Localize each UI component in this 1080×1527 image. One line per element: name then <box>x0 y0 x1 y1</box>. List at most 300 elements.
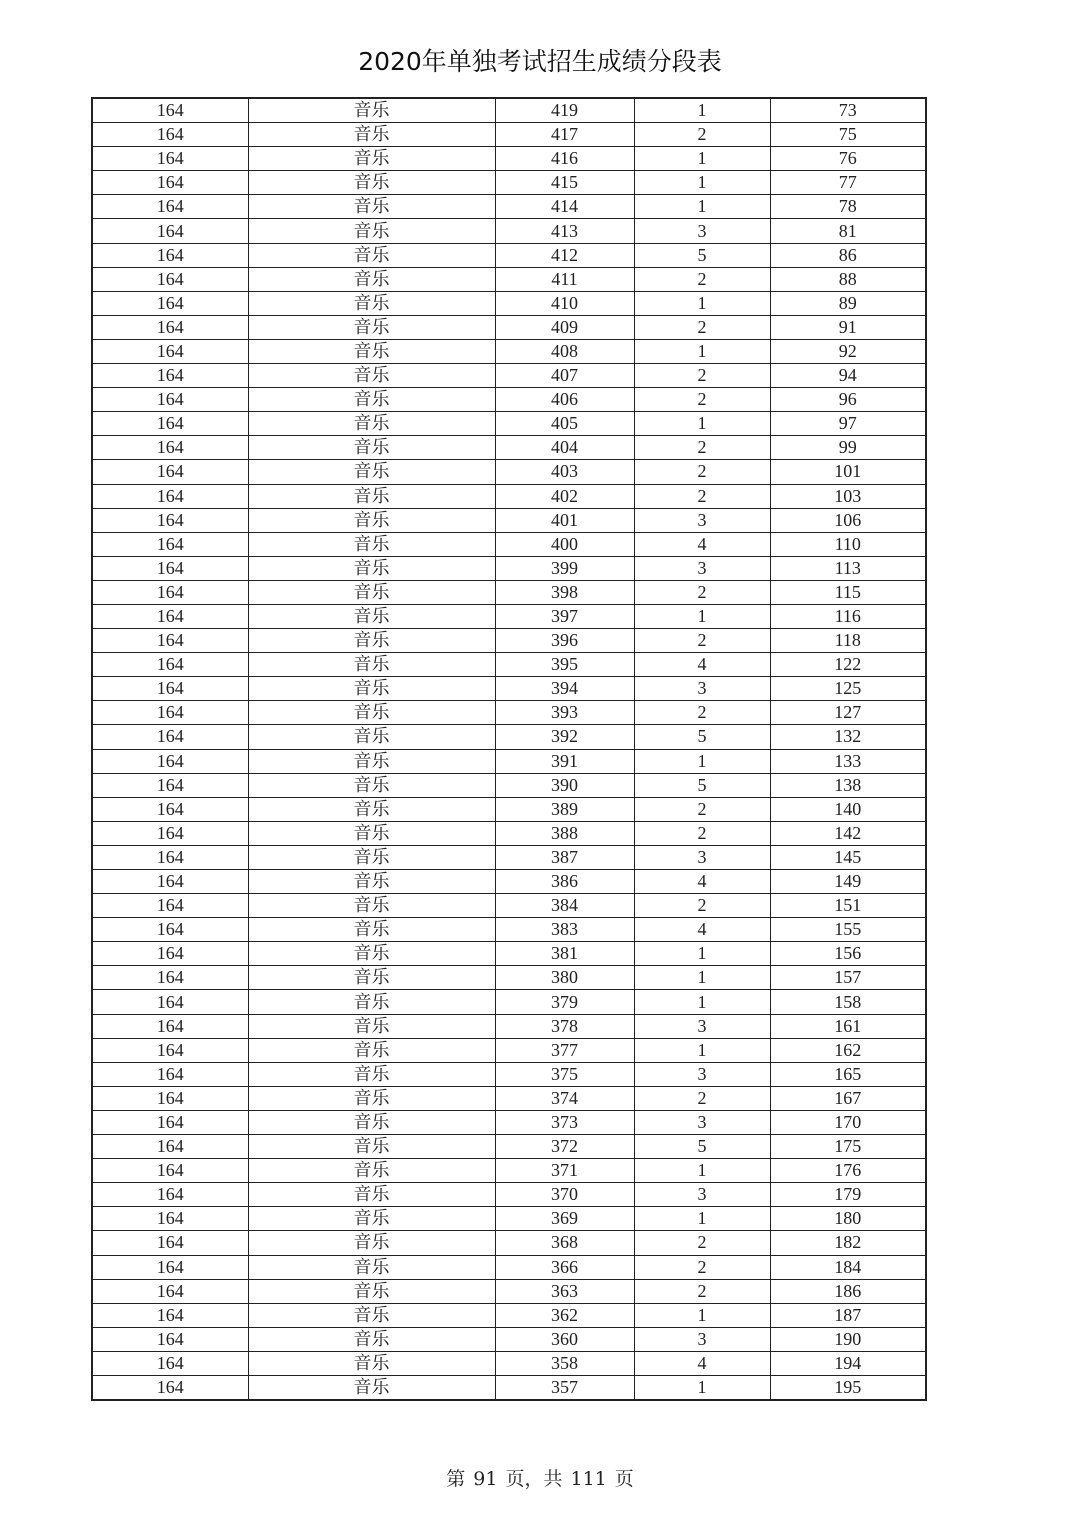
cumulative-cell: 89 <box>770 291 926 315</box>
cumulative-cell: 75 <box>770 123 926 147</box>
score-cell: 403 <box>495 460 634 484</box>
subject-cell: 音乐 <box>248 1303 495 1327</box>
subject-cell: 音乐 <box>248 412 495 436</box>
table-row <box>92 1207 926 1231</box>
table-row <box>92 1279 926 1303</box>
subject-cell: 音乐 <box>248 147 495 171</box>
count-cell: 1 <box>634 1159 770 1183</box>
code-cell: 164 <box>92 1062 248 1086</box>
code-cell: 164 <box>92 291 248 315</box>
code-cell: 164 <box>92 1279 248 1303</box>
subject-cell: 音乐 <box>248 532 495 556</box>
page-title: 2020年单独考试招生成绩分段表 <box>358 47 722 76</box>
subject-cell: 音乐 <box>248 1135 495 1159</box>
table-row <box>92 291 926 315</box>
cumulative-cell: 88 <box>770 267 926 291</box>
count-cell: 3 <box>634 845 770 869</box>
cumulative-cell: 122 <box>770 653 926 677</box>
code-cell: 164 <box>92 1038 248 1062</box>
count-cell: 2 <box>634 315 770 339</box>
score-cell: 394 <box>495 677 634 701</box>
subject-cell: 音乐 <box>248 677 495 701</box>
code-cell: 164 <box>92 484 248 508</box>
table-row <box>92 412 926 436</box>
score-cell: 392 <box>495 725 634 749</box>
cumulative-cell: 86 <box>770 243 926 267</box>
table-row <box>92 1062 926 1086</box>
subject-cell: 音乐 <box>248 1375 495 1400</box>
code-cell: 164 <box>92 749 248 773</box>
count-cell: 5 <box>634 1135 770 1159</box>
subject-cell: 音乐 <box>248 894 495 918</box>
code-cell: 164 <box>92 171 248 195</box>
count-cell: 2 <box>634 1086 770 1110</box>
table-row <box>92 1110 926 1134</box>
code-cell: 164 <box>92 460 248 484</box>
score-cell: 360 <box>495 1327 634 1351</box>
subject-cell: 音乐 <box>248 195 495 219</box>
score-cell: 401 <box>495 508 634 532</box>
table-row <box>92 990 926 1014</box>
cumulative-cell: 142 <box>770 821 926 845</box>
count-cell: 2 <box>634 580 770 604</box>
subject-cell: 音乐 <box>248 364 495 388</box>
subject-cell: 音乐 <box>248 171 495 195</box>
count-cell: 1 <box>634 1038 770 1062</box>
score-cell: 379 <box>495 990 634 1014</box>
subject-cell: 音乐 <box>248 845 495 869</box>
code-cell: 164 <box>92 1231 248 1255</box>
score-cell: 375 <box>495 1062 634 1086</box>
count-cell: 1 <box>634 749 770 773</box>
cumulative-cell: 186 <box>770 1279 926 1303</box>
cumulative-cell: 113 <box>770 556 926 580</box>
subject-cell: 音乐 <box>248 1086 495 1110</box>
subject-cell: 音乐 <box>248 604 495 628</box>
cumulative-cell: 194 <box>770 1351 926 1375</box>
score-cell: 407 <box>495 364 634 388</box>
score-cell: 357 <box>495 1375 634 1400</box>
code-cell: 164 <box>92 1183 248 1207</box>
cumulative-cell: 195 <box>770 1375 926 1400</box>
table-row <box>92 171 926 195</box>
subject-cell: 音乐 <box>248 243 495 267</box>
table-row <box>92 484 926 508</box>
table-row <box>92 725 926 749</box>
subject-cell: 音乐 <box>248 942 495 966</box>
score-cell: 398 <box>495 580 634 604</box>
subject-cell: 音乐 <box>248 1183 495 1207</box>
table-row <box>92 870 926 894</box>
count-cell: 1 <box>634 339 770 363</box>
cumulative-cell: 158 <box>770 990 926 1014</box>
subject-cell: 音乐 <box>248 1038 495 1062</box>
table-row <box>92 894 926 918</box>
count-cell: 3 <box>634 556 770 580</box>
cumulative-cell: 91 <box>770 315 926 339</box>
cumulative-cell: 187 <box>770 1303 926 1327</box>
score-cell: 406 <box>495 388 634 412</box>
code-cell: 164 <box>92 364 248 388</box>
count-cell: 2 <box>634 364 770 388</box>
cumulative-cell: 99 <box>770 436 926 460</box>
cumulative-cell: 161 <box>770 1014 926 1038</box>
code-cell: 164 <box>92 98 248 123</box>
score-cell: 366 <box>495 1255 634 1279</box>
subject-cell: 音乐 <box>248 388 495 412</box>
subject-cell: 音乐 <box>248 725 495 749</box>
table-row <box>92 1351 926 1375</box>
count-cell: 1 <box>634 604 770 628</box>
code-cell: 164 <box>92 918 248 942</box>
score-cell: 368 <box>495 1231 634 1255</box>
subject-cell: 音乐 <box>248 990 495 1014</box>
table-row <box>92 147 926 171</box>
code-cell: 164 <box>92 653 248 677</box>
count-cell: 3 <box>634 1183 770 1207</box>
score-cell: 371 <box>495 1159 634 1183</box>
cumulative-cell: 127 <box>770 701 926 725</box>
count-cell: 2 <box>634 460 770 484</box>
count-cell: 4 <box>634 918 770 942</box>
table-row <box>92 1303 926 1327</box>
table-row <box>92 773 926 797</box>
cumulative-cell: 132 <box>770 725 926 749</box>
score-cell: 400 <box>495 532 634 556</box>
code-cell: 164 <box>92 243 248 267</box>
table-row <box>92 845 926 869</box>
count-cell: 4 <box>634 532 770 556</box>
count-cell: 3 <box>634 1110 770 1134</box>
count-cell: 2 <box>634 629 770 653</box>
table-row <box>92 98 926 123</box>
score-cell: 390 <box>495 773 634 797</box>
score-cell: 410 <box>495 291 634 315</box>
table-row <box>92 1327 926 1351</box>
cumulative-cell: 179 <box>770 1183 926 1207</box>
subject-cell: 音乐 <box>248 1207 495 1231</box>
table-row <box>92 339 926 363</box>
subject-cell: 音乐 <box>248 1279 495 1303</box>
count-cell: 3 <box>634 508 770 532</box>
table-row <box>92 918 926 942</box>
code-cell: 164 <box>92 219 248 243</box>
score-cell: 399 <box>495 556 634 580</box>
code-cell: 164 <box>92 701 248 725</box>
score-cell: 362 <box>495 1303 634 1327</box>
table-row <box>92 1231 926 1255</box>
code-cell: 164 <box>92 942 248 966</box>
cumulative-cell: 125 <box>770 677 926 701</box>
score-cell: 378 <box>495 1014 634 1038</box>
score-cell: 412 <box>495 243 634 267</box>
code-cell: 164 <box>92 1086 248 1110</box>
code-cell: 164 <box>92 604 248 628</box>
score-cell: 393 <box>495 701 634 725</box>
cumulative-cell: 138 <box>770 773 926 797</box>
count-cell: 1 <box>634 1207 770 1231</box>
table-row <box>92 1014 926 1038</box>
score-cell: 397 <box>495 604 634 628</box>
score-cell: 419 <box>495 98 634 123</box>
table-row <box>92 677 926 701</box>
code-cell: 164 <box>92 1327 248 1351</box>
cumulative-cell: 180 <box>770 1207 926 1231</box>
table-row <box>92 219 926 243</box>
score-cell: 395 <box>495 653 634 677</box>
score-table-body <box>92 98 926 1400</box>
cumulative-cell: 165 <box>770 1062 926 1086</box>
count-cell: 2 <box>634 388 770 412</box>
count-cell: 1 <box>634 966 770 990</box>
table-row <box>92 532 926 556</box>
code-cell: 164 <box>92 412 248 436</box>
count-cell: 1 <box>634 98 770 123</box>
score-cell: 405 <box>495 412 634 436</box>
table-row <box>92 821 926 845</box>
table-row <box>92 797 926 821</box>
table-row <box>92 604 926 628</box>
subject-cell: 音乐 <box>248 1110 495 1134</box>
code-cell: 164 <box>92 123 248 147</box>
subject-cell: 音乐 <box>248 436 495 460</box>
code-cell: 164 <box>92 797 248 821</box>
cumulative-cell: 118 <box>770 629 926 653</box>
score-cell: 391 <box>495 749 634 773</box>
table-row <box>92 556 926 580</box>
count-cell: 2 <box>634 701 770 725</box>
count-cell: 2 <box>634 797 770 821</box>
count-cell: 2 <box>634 821 770 845</box>
subject-cell: 音乐 <box>248 508 495 532</box>
cumulative-cell: 167 <box>770 1086 926 1110</box>
subject-cell: 音乐 <box>248 797 495 821</box>
cumulative-cell: 157 <box>770 966 926 990</box>
table-row <box>92 123 926 147</box>
subject-cell: 音乐 <box>248 123 495 147</box>
score-cell: 389 <box>495 797 634 821</box>
score-cell: 374 <box>495 1086 634 1110</box>
table-row <box>92 1038 926 1062</box>
subject-cell: 音乐 <box>248 1231 495 1255</box>
code-cell: 164 <box>92 508 248 532</box>
count-cell: 1 <box>634 291 770 315</box>
subject-cell: 音乐 <box>248 267 495 291</box>
cumulative-cell: 156 <box>770 942 926 966</box>
count-cell: 4 <box>634 870 770 894</box>
table-row <box>92 243 926 267</box>
code-cell: 164 <box>92 339 248 363</box>
count-cell: 3 <box>634 1014 770 1038</box>
count-cell: 2 <box>634 894 770 918</box>
subject-cell: 音乐 <box>248 556 495 580</box>
count-cell: 1 <box>634 1375 770 1400</box>
code-cell: 164 <box>92 1014 248 1038</box>
cumulative-cell: 140 <box>770 797 926 821</box>
subject-cell: 音乐 <box>248 291 495 315</box>
score-cell: 415 <box>495 171 634 195</box>
table-row <box>92 966 926 990</box>
code-cell: 164 <box>92 1255 248 1279</box>
code-cell: 164 <box>92 315 248 339</box>
score-cell: 396 <box>495 629 634 653</box>
code-cell: 164 <box>92 147 248 171</box>
score-cell: 369 <box>495 1207 634 1231</box>
subject-cell: 音乐 <box>248 219 495 243</box>
count-cell: 5 <box>634 773 770 797</box>
score-cell: 402 <box>495 484 634 508</box>
code-cell: 164 <box>92 870 248 894</box>
table-row <box>92 267 926 291</box>
cumulative-cell: 106 <box>770 508 926 532</box>
cumulative-cell: 101 <box>770 460 926 484</box>
table-row <box>92 1255 926 1279</box>
subject-cell: 音乐 <box>248 460 495 484</box>
subject-cell: 音乐 <box>248 918 495 942</box>
code-cell: 164 <box>92 821 248 845</box>
score-cell: 413 <box>495 219 634 243</box>
code-cell: 164 <box>92 1351 248 1375</box>
subject-cell: 音乐 <box>248 653 495 677</box>
count-cell: 3 <box>634 677 770 701</box>
table-row <box>92 460 926 484</box>
code-cell: 164 <box>92 1375 248 1400</box>
count-cell: 2 <box>634 1231 770 1255</box>
code-cell: 164 <box>92 725 248 749</box>
subject-cell: 音乐 <box>248 1014 495 1038</box>
cumulative-cell: 133 <box>770 749 926 773</box>
score-cell: 384 <box>495 894 634 918</box>
count-cell: 3 <box>634 219 770 243</box>
score-cell: 387 <box>495 845 634 869</box>
count-cell: 2 <box>634 1279 770 1303</box>
code-cell: 164 <box>92 267 248 291</box>
count-cell: 5 <box>634 725 770 749</box>
cumulative-cell: 94 <box>770 364 926 388</box>
table-row <box>92 580 926 604</box>
score-cell: 380 <box>495 966 634 990</box>
table-row <box>92 1375 926 1400</box>
code-cell: 164 <box>92 773 248 797</box>
code-cell: 164 <box>92 966 248 990</box>
code-cell: 164 <box>92 1110 248 1134</box>
score-cell: 416 <box>495 147 634 171</box>
count-cell: 1 <box>634 942 770 966</box>
subject-cell: 音乐 <box>248 98 495 123</box>
count-cell: 2 <box>634 1255 770 1279</box>
table-row <box>92 1086 926 1110</box>
table-row <box>92 364 926 388</box>
subject-cell: 音乐 <box>248 1159 495 1183</box>
cumulative-cell: 96 <box>770 388 926 412</box>
code-cell: 164 <box>92 580 248 604</box>
score-cell: 383 <box>495 918 634 942</box>
cumulative-cell: 176 <box>770 1159 926 1183</box>
subject-cell: 音乐 <box>248 1255 495 1279</box>
subject-cell: 音乐 <box>248 773 495 797</box>
code-cell: 164 <box>92 1303 248 1327</box>
count-cell: 1 <box>634 412 770 436</box>
code-cell: 164 <box>92 1159 248 1183</box>
page-footer: 第 91 页，共 111 页 <box>446 1468 634 1490</box>
count-cell: 1 <box>634 990 770 1014</box>
cumulative-cell: 92 <box>770 339 926 363</box>
cumulative-cell: 81 <box>770 219 926 243</box>
score-cell: 373 <box>495 1110 634 1134</box>
code-cell: 164 <box>92 1135 248 1159</box>
table-row <box>92 749 926 773</box>
table-row <box>92 1135 926 1159</box>
cumulative-cell: 162 <box>770 1038 926 1062</box>
score-cell: 409 <box>495 315 634 339</box>
cumulative-cell: 155 <box>770 918 926 942</box>
subject-cell: 音乐 <box>248 484 495 508</box>
cumulative-cell: 184 <box>770 1255 926 1279</box>
score-cell: 404 <box>495 436 634 460</box>
cumulative-cell: 78 <box>770 195 926 219</box>
code-cell: 164 <box>92 677 248 701</box>
table-row <box>92 1183 926 1207</box>
code-cell: 164 <box>92 990 248 1014</box>
count-cell: 3 <box>634 1327 770 1351</box>
count-cell: 4 <box>634 1351 770 1375</box>
code-cell: 164 <box>92 556 248 580</box>
count-cell: 4 <box>634 653 770 677</box>
cumulative-cell: 115 <box>770 580 926 604</box>
subject-cell: 音乐 <box>248 580 495 604</box>
score-cell: 408 <box>495 339 634 363</box>
cumulative-cell: 116 <box>770 604 926 628</box>
subject-cell: 音乐 <box>248 1062 495 1086</box>
count-cell: 5 <box>634 243 770 267</box>
cumulative-cell: 149 <box>770 870 926 894</box>
subject-cell: 音乐 <box>248 1327 495 1351</box>
count-cell: 2 <box>634 267 770 291</box>
code-cell: 164 <box>92 532 248 556</box>
score-cell: 370 <box>495 1183 634 1207</box>
cumulative-cell: 151 <box>770 894 926 918</box>
code-cell: 164 <box>92 195 248 219</box>
cumulative-cell: 145 <box>770 845 926 869</box>
score-cell: 381 <box>495 942 634 966</box>
table-row <box>92 1159 926 1183</box>
code-cell: 164 <box>92 388 248 412</box>
table-row <box>92 388 926 412</box>
table-row <box>92 701 926 725</box>
cumulative-cell: 97 <box>770 412 926 436</box>
subject-cell: 音乐 <box>248 1351 495 1375</box>
count-cell: 2 <box>634 436 770 460</box>
code-cell: 164 <box>92 894 248 918</box>
code-cell: 164 <box>92 845 248 869</box>
subject-cell: 音乐 <box>248 339 495 363</box>
count-cell: 2 <box>634 123 770 147</box>
code-cell: 164 <box>92 1207 248 1231</box>
table-row <box>92 942 926 966</box>
score-cell: 363 <box>495 1279 634 1303</box>
cumulative-cell: 175 <box>770 1135 926 1159</box>
count-cell: 3 <box>634 1062 770 1086</box>
score-cell: 386 <box>495 870 634 894</box>
score-cell: 414 <box>495 195 634 219</box>
score-cell: 358 <box>495 1351 634 1375</box>
subject-cell: 音乐 <box>248 315 495 339</box>
cumulative-cell: 103 <box>770 484 926 508</box>
cumulative-cell: 77 <box>770 171 926 195</box>
cumulative-cell: 110 <box>770 532 926 556</box>
cumulative-cell: 182 <box>770 1231 926 1255</box>
cumulative-cell: 76 <box>770 147 926 171</box>
